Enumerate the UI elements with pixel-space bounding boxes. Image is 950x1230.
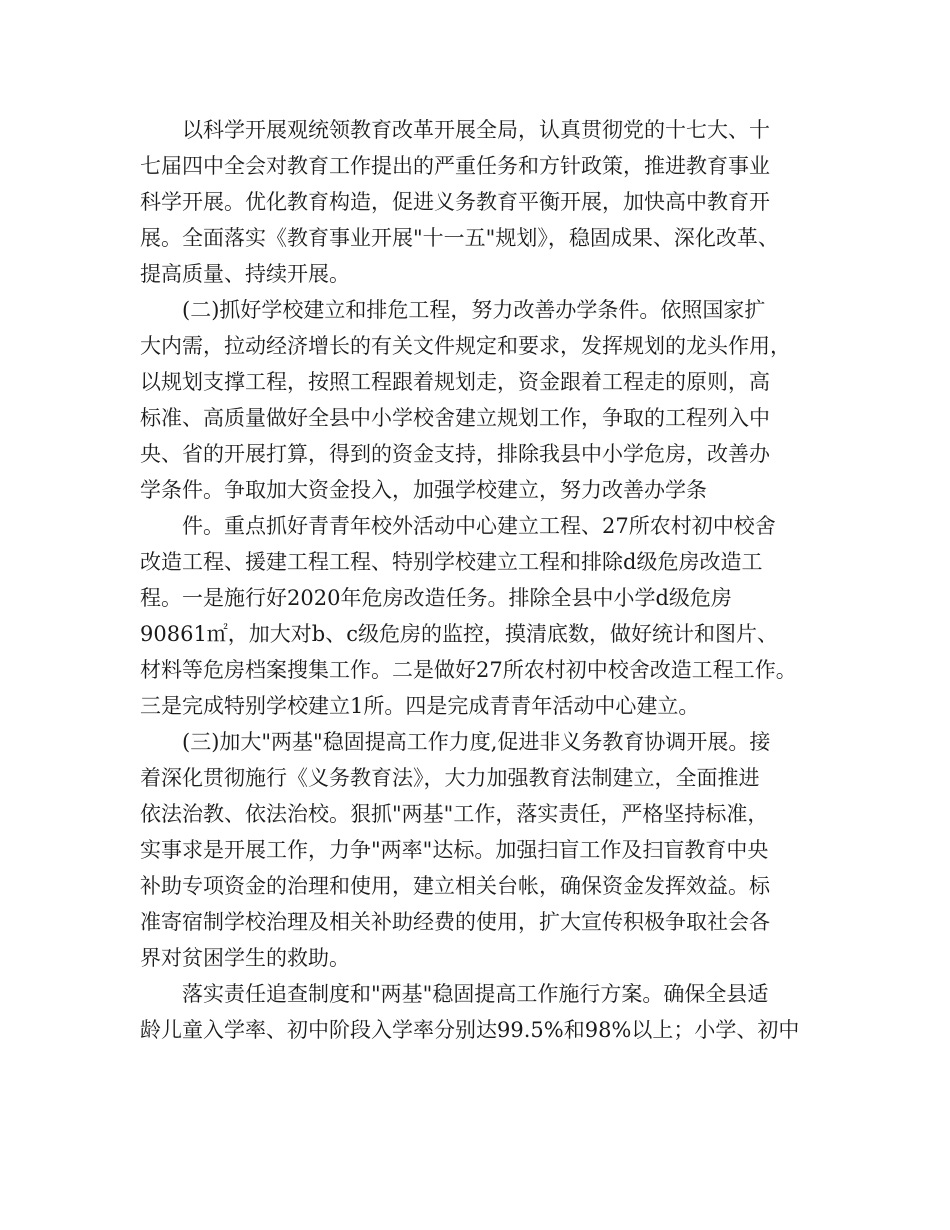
text-line: 落实责任追查制度和"两基"稳固提高工作施行方案。确保全县适 <box>182 982 769 1006</box>
text-line: 科学开展。优化教育构造，促进义务教育平衡开展，加快高中教育开 <box>140 190 770 214</box>
text-line: 界对贫困学生的救助。 <box>140 946 350 970</box>
text-line: (二)抓好学校建立和排危工程，努力改善办学条件。依照国家扩 <box>182 298 766 322</box>
text-line: 准寄宿制学校治理及相关补助经费的使用，扩大宣传积极争取社会各 <box>140 910 770 934</box>
text-line: 件。重点抓好青青年校外活动中心建立工程、27所农村初中校舍 <box>182 514 776 538</box>
text-line: 程。一是施行好2020年危房改造任务。排除全县中小学d级危房 <box>140 586 732 610</box>
text-line: 标准、高质量做好全县中小学校舍建立规划工作，争取的工程列入中 <box>140 406 770 430</box>
text-line: 大内需，拉动经济增长的有关文件规定和要求，发挥规划的龙头作用， <box>140 334 791 358</box>
text-line: 以科学开展观统领教育改革开展全局，认真贯彻党的十七大、十 <box>182 118 770 142</box>
document-body <box>140 112 820 1048</box>
text-line: 龄儿童入学率、初中阶段入学率分别达99.5%和98%以上；小学、初中 <box>140 1018 800 1042</box>
text-line: 依法治教、依法治校。狠抓"两基"工作，落实责任，严格坚持标准， <box>140 802 769 826</box>
text-line: 90861㎡，加大对b、c级危房的监控，摸清底数，做好统计和图片、 <box>140 622 779 646</box>
text-line: (三)加大"两基"稳固提高工作力度,促进非义务教育协调开展。接 <box>182 730 771 754</box>
text-line: 展。全面落实《教育事业开展"十一五"规划》，稳固成果、深化改革、 <box>140 226 779 250</box>
text-line: 七届四中全会对教育工作提出的严重任务和方针政策，推进教育事业 <box>140 154 770 178</box>
text-line: 提高质量、持续开展。 <box>140 262 350 286</box>
text-line: 改造工程、援建工程工程、特别学校建立工程和排除d级危房改造工 <box>140 550 763 574</box>
text-line: 补助专项资金的治理和使用，建立相关台帐，确保资金发挥效益。标 <box>140 874 770 898</box>
text-line: 三是完成特别学校建立1所。四是完成青青年活动中心建立。 <box>140 694 700 718</box>
text-line: 学条件。争取加大资金投入，加强学校建立，努力改善办学条 <box>140 478 707 502</box>
text-line: 实事求是开展工作，力争"两率"达标。加强扫盲工作及扫盲教育中央 <box>140 838 769 862</box>
text-line: 以规划支撑工程，按照工程跟着规划走，资金跟着工程走的原则，高 <box>140 370 770 394</box>
text-line: 央、省的开展打算，得到的资金支持，排除我县中小学危房，改善办 <box>140 442 770 466</box>
text-line: 着深化贯彻施行《义务教育法》，大力加强教育法制建立，全面推进 <box>140 766 760 790</box>
text-line: 材料等危房档案搜集工作。二是做好27所农村初中校舍改造工程工作。 <box>140 658 797 682</box>
